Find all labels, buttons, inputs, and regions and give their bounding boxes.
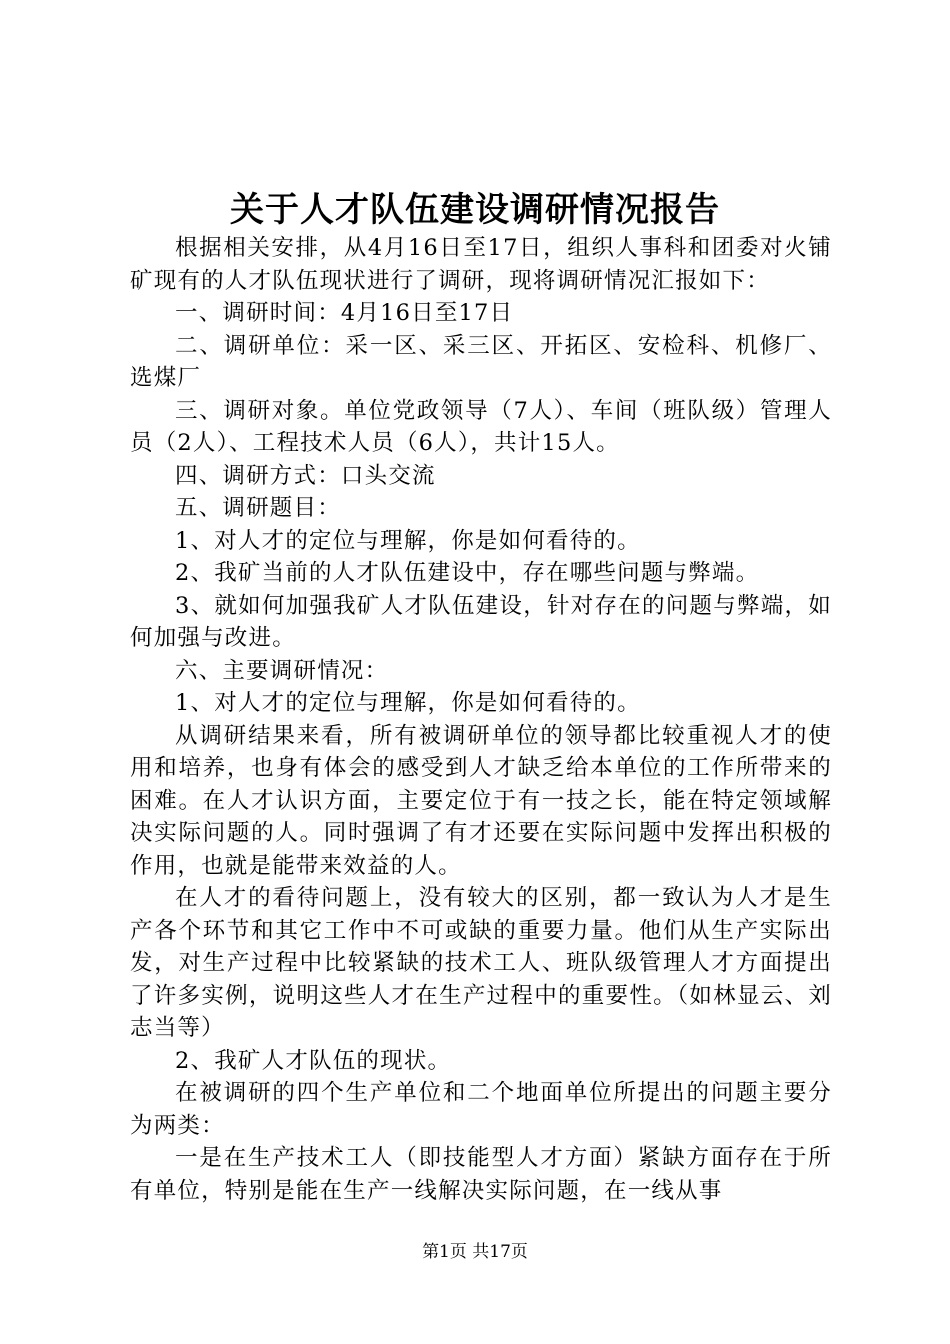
document-title: 关于人才队伍建设调研情况报告	[230, 190, 720, 230]
paragraph-survey-time: 一、调研时间：4月16日至17日	[175, 300, 514, 326]
paragraph-finding-2-body: 在被调研的四个生产单位和二个地面单位所提出的问题主要分为两类：	[130, 1080, 832, 1139]
paragraph-finding-1-body-b: 在人才的看待问题上，没有较大的区别，都一致认为人才是生产各个环节和其它工作中不可或缺的重要力量。他们从生产实际出发，对生产过程中比较紧缺的技术工人、班队级管理人才方面提出了许多实例，说明这些人才在生产过程中的重要性。（如林显云、刘志当等）	[130, 885, 832, 1041]
paragraph-finding-2-heading: 2、我矿人才队伍的现状。	[175, 1047, 452, 1074]
paragraph-survey-method: 四、调研方式：口头交流	[175, 462, 436, 489]
paragraph-finding-2-category-1: 一是在生产技术工人（即技能型人才方面）紧缺方面存在于所有单位，特别是能在生产一线解决实际问题，在一线从事	[130, 1145, 832, 1204]
paragraph-survey-topics-heading: 五、调研题目：	[175, 495, 341, 521]
paragraph-topic-3: 3、就如何加强我矿人才队伍建设，针对存在的问题与弊端，如何加强与改进。	[130, 592, 832, 651]
paragraph-finding-1-body-a: 从调研结果来看，所有被调研单位的领导都比较重视人才的使用和培养，也身有体会的感受到人才缺乏给本单位的工作所带来的困难。在人才认识方面，主要定位于有一技之长，能在特定领域解决实际问题的人。同时强调了有才还要在实际问题中发挥出积极的作用，也就是能带来效益的人。	[130, 722, 832, 879]
paragraph-finding-1-heading: 1、对人才的定位与理解，你是如何看待的。	[175, 690, 641, 716]
page-footer: 第1页 共17页	[422, 1242, 528, 1262]
document-body	[130, 232, 832, 1207]
paragraph-survey-subjects: 三、调研对象。单位党政领导（7人）、车间（班队级）管理人员（2人）、工程技术人员（6人），共计15人。	[130, 397, 832, 456]
paragraph-topic-2: 2、我矿当前的人才队伍建设中，存在哪些问题与弊端。	[175, 560, 760, 586]
paragraph-findings-heading: 六、主要调研情况：	[175, 657, 389, 684]
paragraph-intro: 根据相关安排，从4月16日至17日，组织人事科和团委对火铺矿现有的人才队伍现状进行了调研，现将调研情况汇报如下：	[130, 235, 832, 294]
paragraph-survey-units: 二、调研单位：采一区、采三区、开拓区、安检科、机修厂、选煤厂	[130, 332, 832, 391]
paragraph-topic-1: 1、对人才的定位与理解，你是如何看待的。	[175, 527, 641, 554]
